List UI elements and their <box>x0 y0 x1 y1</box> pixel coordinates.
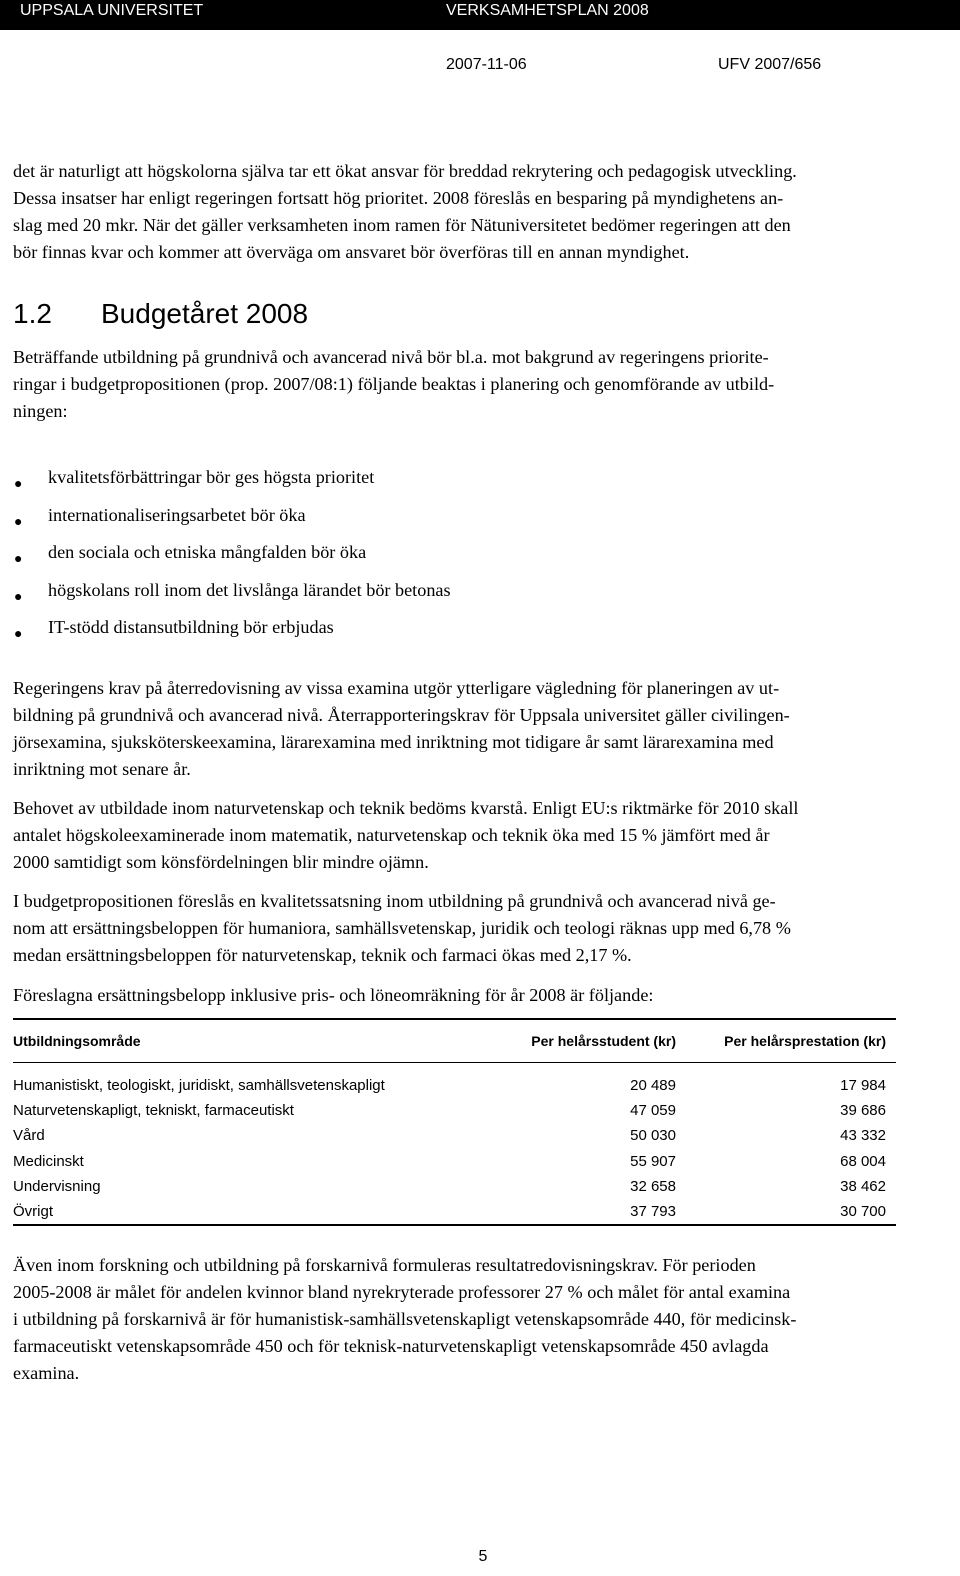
header-org: UPPSALA UNIVERSITET <box>20 2 204 19</box>
text-line: det är naturligt att högskolorna själva tar ett ökat ansvar för breddad rekrytering och pedagogisk utveckling. <box>13 161 797 181</box>
text-line: I budgetpropositionen föreslås en kvalitetssatsning inom utbildning på grundnivå och avancerad nivå ge- <box>13 891 776 911</box>
table-cell: 43 332 <box>840 1127 886 1145</box>
section-title: Budgetåret 2008 <box>101 298 309 329</box>
text-line: i utbildning på forskarnivå är för humanistisk-samhällsvetenskapligt vetenskapsområde 440, för medicinsk- <box>13 1309 797 1329</box>
text-line: Även inom forskning och utbildning på forskarnivå formuleras resultatredovisningskrav. För perioden <box>13 1255 756 1275</box>
column-header: Utbildningsområde <box>13 1019 446 1063</box>
compensation-table <box>13 1018 896 1226</box>
table-cell: 17 984 <box>840 1077 886 1095</box>
bullet-icon: ● <box>14 589 23 605</box>
text-line: nom att ersättningsbeloppen för humaniora, samhällsvetenskap, juridik och teologi räknas upp med 6,78 % <box>13 918 791 938</box>
paragraph-4 <box>13 888 951 969</box>
text-line: Regeringens krav på återredovisning av vissa examina utgör ytterligare vägledning för planeringen av ut- <box>13 678 780 698</box>
bullet-icon: ● <box>14 627 23 642</box>
table-cell: 37 793 <box>446 1199 686 1225</box>
header-date: 2007-11-06 <box>446 56 527 73</box>
paragraph-2 <box>13 675 951 783</box>
table-cell: Undervisning <box>13 1177 101 1195</box>
table-row <box>13 1149 896 1174</box>
bullet-icon: ● <box>14 552 23 567</box>
text-line: bildning på grundnivå och avancerad nivå. Återrapporteringskrav för Uppsala universitet gäller civilingen- <box>13 705 790 725</box>
page-header-bar <box>0 0 960 30</box>
bullet-icon: ● <box>14 477 23 492</box>
table-cell: Humanistiskt, teologiskt, juridiskt, samhällsvetenskapligt <box>13 1077 385 1095</box>
table-row <box>13 1098 896 1123</box>
table-header-row <box>13 1019 896 1063</box>
header-ref: UFV 2007/656 <box>718 56 822 73</box>
text-line: Föreslagna ersättningsbelopp inklusive pris- och löneomräkning för år 2008 är följande: <box>13 985 654 1005</box>
table-cell: 47 059 <box>630 1102 676 1120</box>
text-line: farmaceutiskt vetenskapsområde 450 och för teknisk-naturvetenskapligt vetenskapsområde 450 avlagda <box>13 1336 769 1356</box>
text-line: slag med 20 mkr. När det gäller verksamheten inom ramen för Nätuniversitetet bedömer regeringen att den <box>13 215 791 235</box>
bullet-icon: ● <box>14 514 23 530</box>
table-cell: Medicinskt <box>13 1152 84 1170</box>
paragraph-1 <box>13 344 951 425</box>
text-line: 2005-2008 är målet för andelen kvinnor bland nyrekryterade professorer 27 % och målet för antal examina <box>13 1282 791 1302</box>
text-line: medan ersättningsbeloppen för naturvetenskap, teknik och farmaci ökas med 2,17 %. <box>13 945 632 965</box>
table-cell: 30 700 <box>686 1199 896 1225</box>
paragraph-6 <box>13 1252 951 1387</box>
list-item: ● högskolans roll inom det livslånga lärandet bör betonas <box>0 575 451 613</box>
header-doc-title: VERKSAMHETSPLAN 2008 <box>446 2 649 19</box>
text-line: antalet högskoleexaminerade inom matematik, naturvetenskap och teknik öka med 15 % jämfört med år <box>13 825 770 845</box>
table-cell: 20 489 <box>630 1077 676 1095</box>
table-cell: 32 658 <box>630 1177 676 1195</box>
column-header: Per helårsstudent (kr) <box>446 1019 686 1063</box>
list-item: ● den sociala och etniska mångfalden bör öka <box>0 537 451 575</box>
table-cell: 68 004 <box>840 1152 886 1170</box>
table-row <box>13 1199 896 1225</box>
text-line: jörsexamina, sjuksköterskeexamina, lärarexamina med inriktning mot tidigare år samt lärarexamina med <box>13 732 774 752</box>
text-line: ringar i budgetpropositionen (prop. 2007/08:1) följande beaktas i planering och genomförande av utbild- <box>13 374 775 394</box>
table-cell: 39 686 <box>840 1102 886 1120</box>
text-line: examina. <box>13 1363 80 1383</box>
text-line: Dessa insatser har enligt regeringen fortsatt hög prioritet. 2008 föreslås en besparing på myndighetens an- <box>13 188 784 208</box>
list-item: ● kvalitetsförbättringar bör ges högsta prioritet <box>0 462 451 500</box>
table-cell: 38 462 <box>840 1177 886 1195</box>
table-row <box>13 1123 896 1148</box>
intro-paragraph <box>13 158 951 266</box>
text-line: inriktning mot senare år. <box>13 759 191 779</box>
table-row <box>13 1174 896 1199</box>
text-line: Beträffande utbildning på grundnivå och avancerad nivå bör bl.a. mot bakgrund av regeringens priorite- <box>13 347 769 367</box>
section-number: 1.2 <box>13 298 52 329</box>
page-number: 5 <box>478 1548 488 1565</box>
list-item: ● IT-stödd distansutbildning bör erbjudas <box>0 612 451 650</box>
text-line: ningen: <box>13 401 68 421</box>
table-cell: 50 030 <box>630 1127 676 1145</box>
text-line: bör finnas kvar och kommer att överväga om ansvaret bör överföras till en annan myndighet. <box>13 242 690 262</box>
text-line: 2000 samtidigt som könsfördelningen blir mindre ojämn. <box>13 852 429 872</box>
column-header: Per helårsprestation (kr) <box>686 1019 896 1063</box>
paragraph-3 <box>13 795 951 876</box>
table-cell: Naturvetenskapligt, tekniskt, farmaceutiskt <box>13 1102 294 1120</box>
list-item: ● internationaliseringsarbetet bör öka <box>0 500 451 538</box>
table-row <box>13 1063 896 1099</box>
priority-list <box>0 462 451 650</box>
table-cell: 55 907 <box>630 1152 676 1170</box>
text-line: Behovet av utbildade inom naturvetenskap och teknik bedöms kvarstå. Enligt EU:s riktmärke för 2010 skall <box>13 798 799 818</box>
section-heading <box>13 298 308 330</box>
table-cell: Övrigt <box>13 1199 446 1225</box>
table-cell: Vård <box>13 1127 45 1145</box>
paragraph-5 <box>13 982 951 1009</box>
